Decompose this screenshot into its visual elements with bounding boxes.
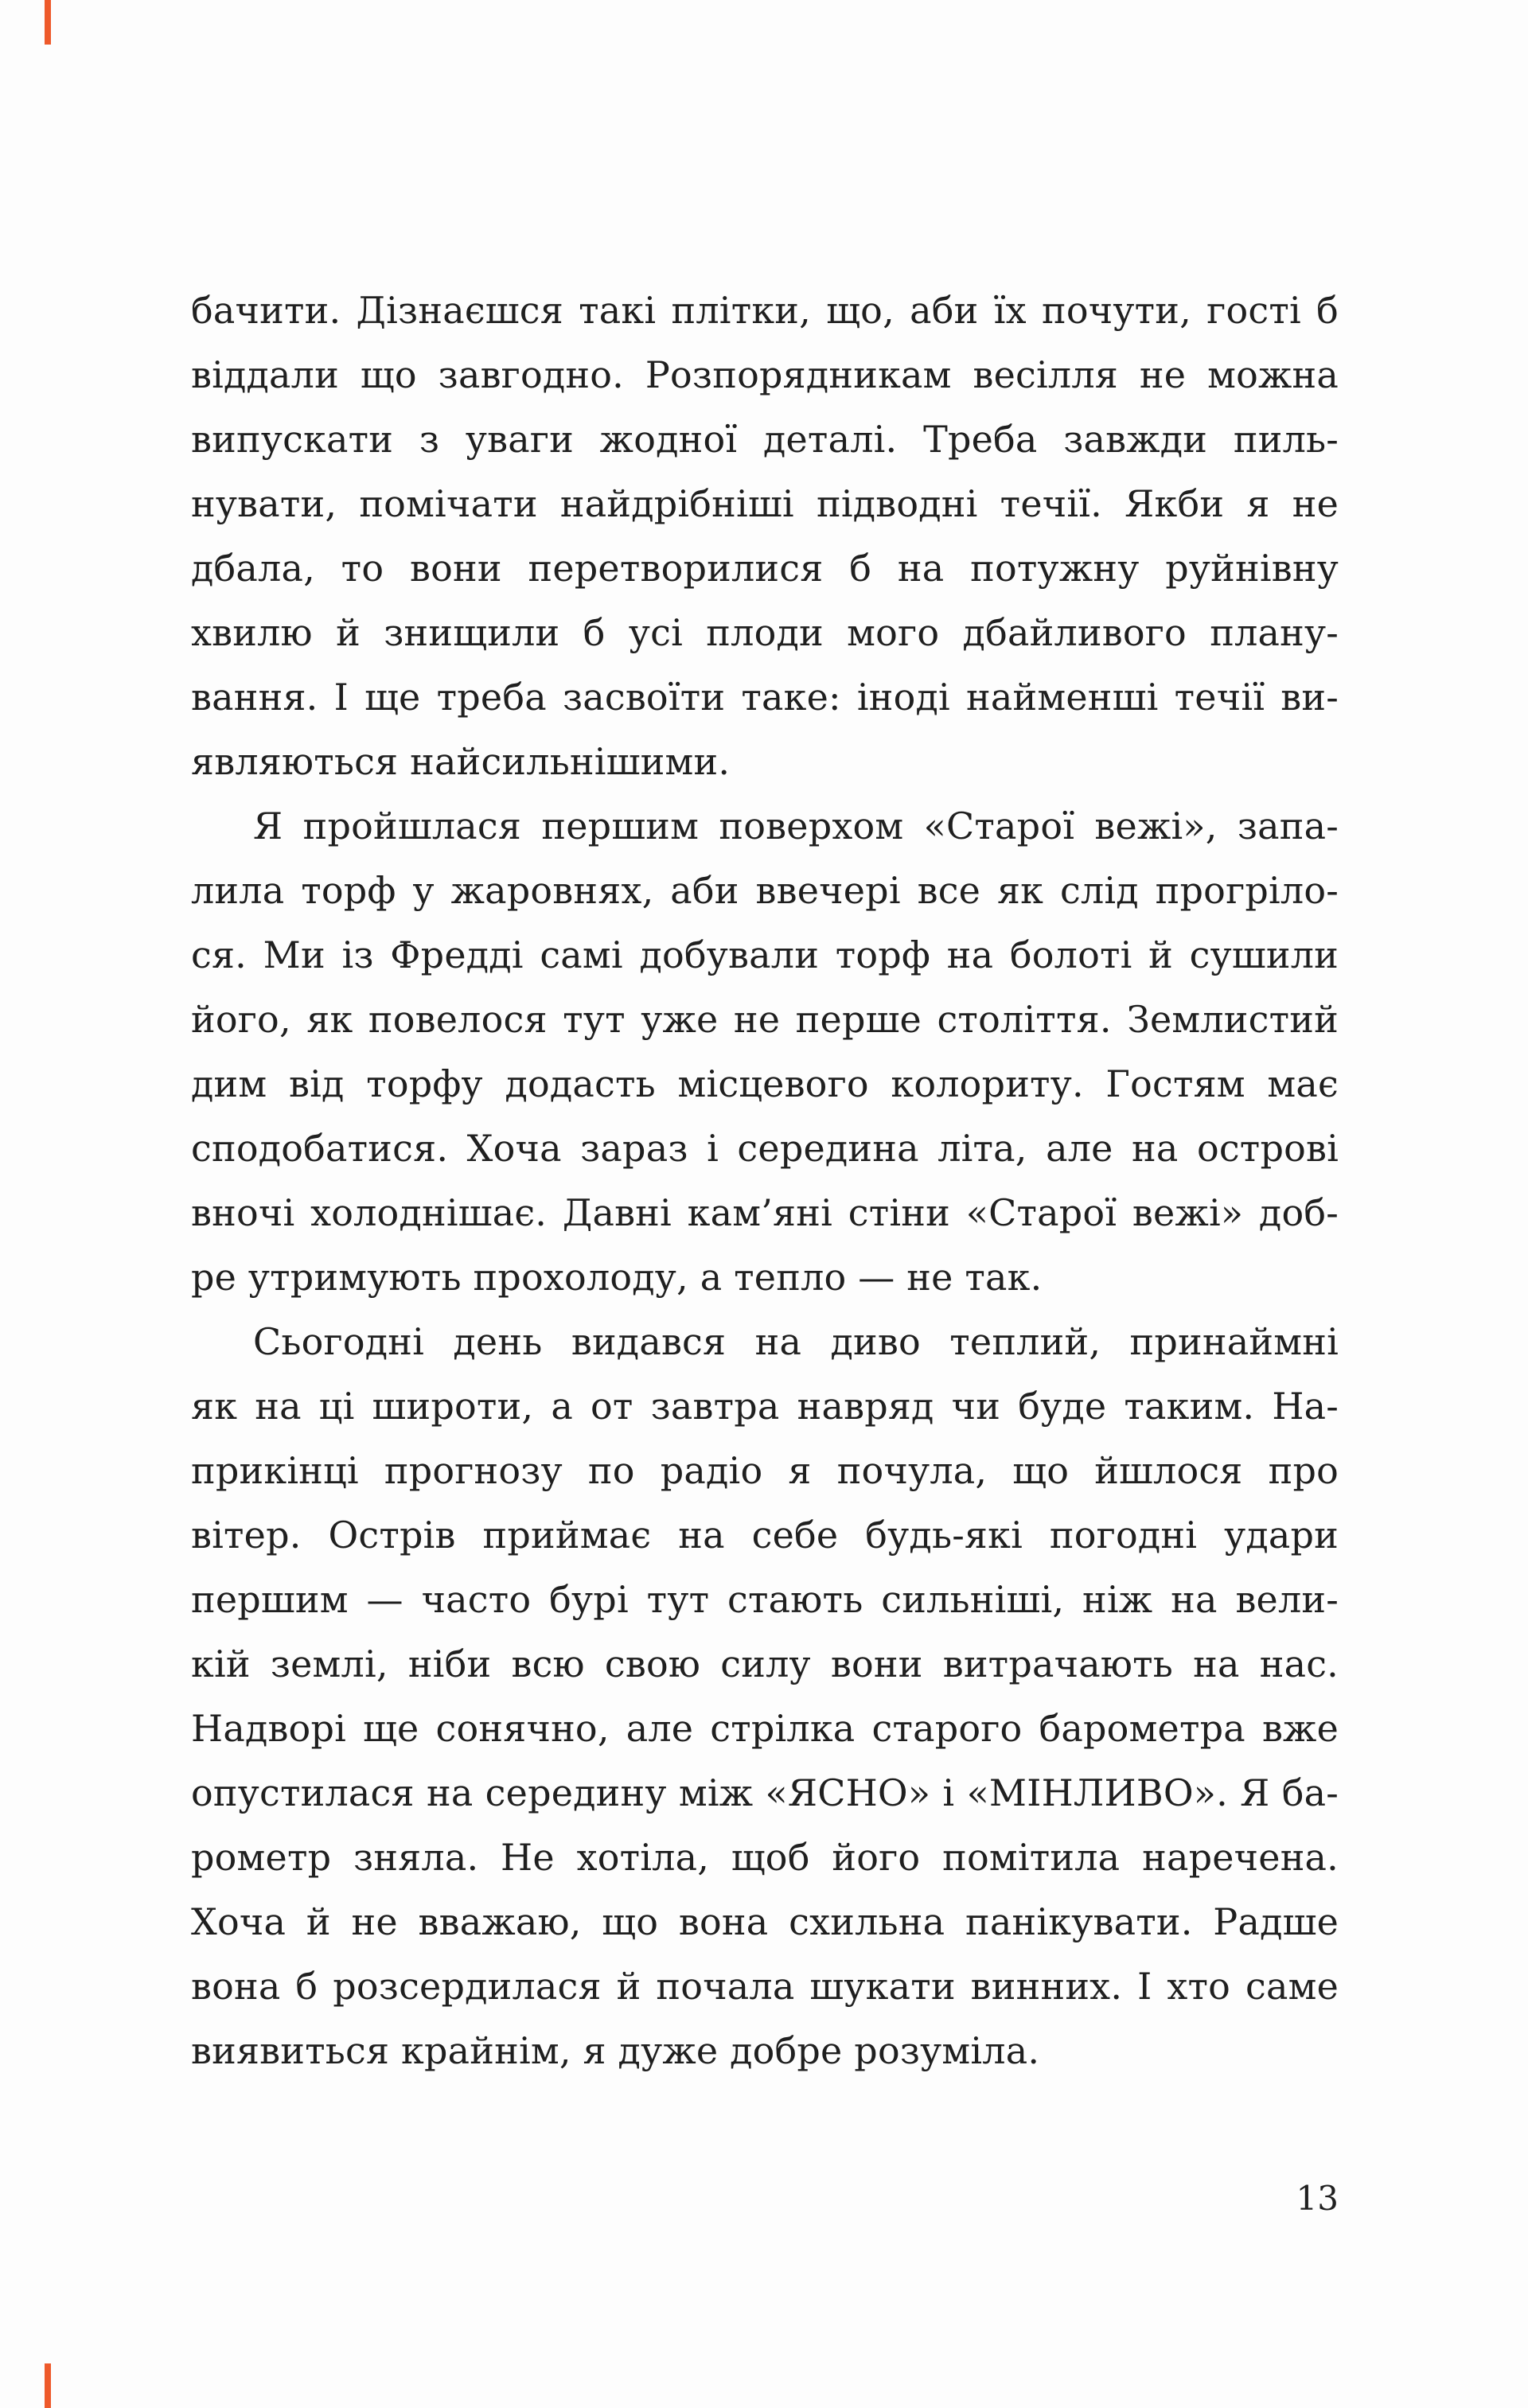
text-line: хвилю й знищили б усі плоди мого дбайливого плану- bbox=[191, 611, 1339, 654]
page-number: 13 bbox=[1296, 2179, 1339, 2218]
text-line: ся. Ми із Фредді самі добували торф на болоті й сушили bbox=[191, 933, 1339, 976]
text-line: бачити. Дізнаєшся такі плітки, що, аби їх почути, гості б bbox=[191, 289, 1339, 332]
text-line: як на ці широти, а от завтра навряд чи буде таким. На- bbox=[191, 1385, 1339, 1428]
text-line: нувати, помічати найдрібніші підводні течії. Якби я не bbox=[191, 482, 1339, 525]
text-line: Сьогодні день видався на диво теплий, принаймні bbox=[253, 1320, 1339, 1363]
text-line: лила торф у жаровнях, аби ввечері все як слід прогріло- bbox=[191, 869, 1339, 912]
text-line: віддали що завгодно. Розпорядникам весілля не можна bbox=[191, 353, 1339, 396]
page-edge-mark-top bbox=[45, 0, 51, 45]
text-line: являються найсильнішими. bbox=[191, 740, 731, 783]
text-line: випускати з уваги жодної деталі. Треба завжди пиль- bbox=[191, 418, 1339, 461]
text-line: ре утримують прохолоду, а тепло — не так. bbox=[191, 1256, 1043, 1299]
text-line: дим від торфу додасть місцевого колориту. Гостям має bbox=[191, 1062, 1339, 1105]
text-line: вання. І ще треба засвоїти таке: іноді найменші течії ви- bbox=[191, 676, 1339, 719]
text-line: першим — часто бурі тут стають сильніші, ніж на вели- bbox=[191, 1578, 1339, 1621]
text-line: вітер. Острів приймає на себе будь-які погодні удари bbox=[191, 1514, 1339, 1557]
text-line: Надворі ще сонячно, але стрілка старого барометра вже bbox=[191, 1707, 1339, 1750]
page-edge-mark-bottom bbox=[45, 2363, 51, 2408]
page-text bbox=[191, 279, 1339, 2083]
text-line: виявиться крайнім, я дуже добре розуміла. bbox=[191, 2029, 1040, 2072]
text-line: рометр зняла. Не хотіла, щоб його помітила наречена. bbox=[191, 1836, 1339, 1879]
text-line: вночі холоднішає. Давні кам’яні стіни «Старої вежі» доб- bbox=[191, 1191, 1339, 1234]
text-line: опустилася на середину між «ЯСНО» і «МІНЛИВО». Я ба- bbox=[191, 1771, 1339, 1814]
text-line: сподобатися. Хоча зараз і середина літа, але на острові bbox=[191, 1127, 1339, 1170]
text-line: Хоча й не вважаю, що вона схильна панікувати. Радше bbox=[191, 1900, 1339, 1943]
text-line: кій землі, ніби всю свою силу вони витрачають на нас. bbox=[191, 1642, 1339, 1685]
text-line: Я пройшлася першим поверхом «Старої вежі», запа- bbox=[253, 805, 1339, 847]
text-line: дбала, то вони перетворилися б на потужну руйнівну bbox=[191, 547, 1339, 590]
text-line: прикінці прогнозу по радіо я почула, що йшлося про bbox=[191, 1449, 1339, 1492]
text-line: його, як повелося тут уже не перше століття. Землистий bbox=[191, 998, 1339, 1041]
text-line: вона б розсердилася й почала шукати винних. І хто саме bbox=[191, 1965, 1339, 2008]
